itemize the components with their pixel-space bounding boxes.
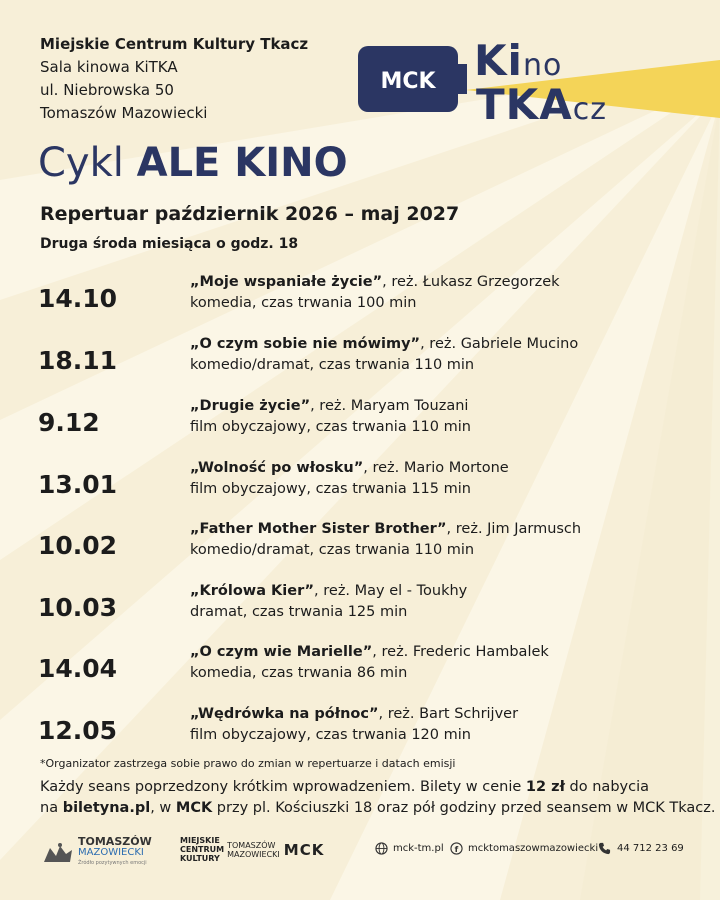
schedule-note: Druga środa miesiąca o godz. 18: [40, 236, 299, 252]
screening-date: 13.01: [38, 470, 118, 499]
svg-text:f: f: [454, 843, 459, 854]
venue-hall: Sala kinowa KiTKA: [40, 58, 178, 76]
website-contact[interactable]: mck-tm.pl: [375, 842, 444, 855]
footer: [0, 828, 720, 872]
venue-name: Miejskie Centrum Kultury Tkacz: [40, 35, 309, 53]
ticket-site-link[interactable]: biletyna.pl: [62, 800, 151, 816]
screening-row: [0, 583, 720, 639]
screening-date: 12.05: [38, 716, 118, 745]
venue-info: [40, 33, 308, 125]
mck-mark: MCK: [283, 840, 325, 859]
phone-icon: [598, 842, 611, 855]
screening-date: 18.11: [38, 346, 118, 375]
repertoire-period: Repertuar październik 2026 – maj 2027: [40, 203, 460, 225]
tomaszow-logo: TOMASZÓW MAZOWIECKI Źródło pozytywnych emocji: [42, 836, 152, 869]
screening-description: „Moje wspaniałe życie”, reż. Łukasz Grzegorzek komedia, czas trwania 100 min: [190, 274, 560, 311]
logo-word-tkacz: TKAcz: [476, 80, 607, 129]
venue-street: ul. Niebrowska 50: [40, 81, 174, 99]
screening-date: 9.12: [38, 408, 100, 437]
screening-date: 14.04: [38, 654, 118, 683]
screening-description: „Wędrówka na północ”, reż. Bart Schrijver film obyczajowy, czas trwania 120 min: [190, 706, 519, 743]
disclaimer-note: *Organizator zastrzega sobie prawo do zmian w repertuarze i datach emisji: [40, 757, 456, 770]
screening-row: [0, 398, 720, 454]
screening-row: [0, 644, 720, 700]
screening-description: „O czym sobie nie mówimy”, reż. Gabriele Mucino komedio/dramat, czas trwania 110 min: [190, 336, 579, 373]
venue-city: Tomaszów Mazowiecki: [40, 104, 208, 122]
mck-badge: MCK: [380, 69, 436, 94]
screening-description: „Wolność po włosku”, reż. Mario Mortone film obyczajowy, czas trwania 115 min: [190, 460, 509, 497]
facebook-contact[interactable]: f mcktomaszowmazowiecki: [450, 842, 598, 855]
screening-date: 10.02: [38, 531, 118, 560]
screening-row: [0, 460, 720, 516]
globe-icon: [375, 842, 388, 855]
screening-description: „Father Mother Sister Brother”, reż. Jim Jarmusch komedio/dramat, czas trwania 110 min: [190, 521, 582, 558]
kino-tkacz-logo: [356, 36, 720, 140]
screening-row: [0, 521, 720, 577]
mck-logo: MIEJSKIE CENTRUM KULTURY TOMASZÓW MAZOWIECKI MCK: [180, 836, 325, 863]
ticket-info: Każdy seans poprzedzony krótkim wprowadzeniem. Bilety w cenie 12 zł do nabycia na biletyna.pl, w MCK przy pl. Kościuszki 18 oraz pół godziny przed seansem w MCK Tkacz.: [40, 779, 716, 816]
screening-row: [0, 706, 720, 762]
facebook-icon: [450, 842, 463, 855]
logo-word-kino: Kino: [474, 36, 563, 85]
screening-description: „Drugie życie”, reż. Maryam Touzani film obyczajowy, czas trwania 110 min: [190, 398, 471, 435]
page-title: Cykl ALE KINO: [38, 140, 348, 186]
phone-contact[interactable]: 44 712 23 69: [598, 842, 684, 855]
screening-description: „Królowa Kier”, reż. May el - Toukhy dramat, czas trwania 125 min: [190, 583, 468, 620]
city-emblem-icon: [42, 840, 74, 866]
screening-row: [0, 336, 720, 392]
screening-row: [0, 274, 720, 330]
screening-date: 10.03: [38, 593, 118, 622]
screening-date: 14.10: [38, 284, 118, 313]
screening-description: „O czym wie Marielle”, reż. Frederic Hambalek komedia, czas trwania 86 min: [190, 644, 549, 681]
